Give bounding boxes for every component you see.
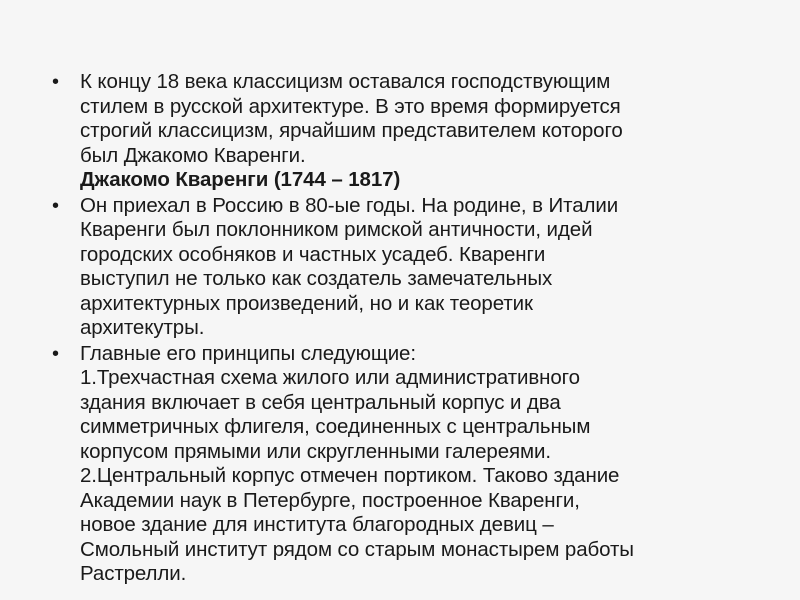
text-line: корпусом прямыми или скругленными галереями.: [80, 439, 551, 463]
bullet-item-3: [44, 342, 754, 587]
bullet-list: [44, 70, 754, 587]
text-line: Кваренги был поклонником римской античности, идей: [80, 218, 593, 241]
bullet-dot-icon: •: [52, 194, 59, 217]
text-line: архитектурных произведений, но и как теоретик: [80, 291, 533, 315]
text-line: 2.Центральный корпус отмечен портиком. Таково здание: [80, 464, 620, 487]
text-line: городских особняков и частных усадеб. Кваренги: [80, 242, 546, 266]
bullet-dot-icon: •: [52, 71, 59, 93]
text-line: 1.Трехчастная схема жилого или административного: [80, 366, 580, 389]
text-line: К концу 18 века классицизм оставался господствующим: [80, 70, 611, 93]
text-line: архитекутры.: [80, 316, 205, 339]
bullet-dot-icon: •: [52, 342, 59, 365]
text-line: Академии наук в Петербурге, построенное Кваренги,: [80, 488, 580, 512]
text-line: выступил не только как создатель замечательных: [80, 267, 553, 290]
text-line: симметричных флигеля, соединенных с центральным: [80, 415, 591, 438]
text-line: строгий классицизм, ярчайшим представителем которого: [80, 119, 623, 142]
text-line: был Джакомо Кваренги.: [80, 143, 306, 167]
bullet-item-1: [44, 70, 754, 193]
text-line: Смольный институт рядом со старым монастырем работы: [80, 537, 634, 561]
text-line: Он приехал в Россию в 80-ые годы. На родине, в Италии: [80, 193, 619, 217]
text-line: стилем в русской архитектуре. В это время формируется: [80, 94, 621, 118]
architect-name-dates: Джакомо Кваренги (1744 – 1817): [80, 168, 401, 191]
text-line: Главные его принципы следующие:: [80, 341, 416, 365]
text-line: новое здание для института благородных девиц –: [80, 513, 554, 536]
bullet-item-2: [44, 194, 754, 341]
text-line: Растрелли.: [80, 562, 187, 585]
text-line: здания включает в себя центральный корпус и два: [80, 390, 561, 414]
